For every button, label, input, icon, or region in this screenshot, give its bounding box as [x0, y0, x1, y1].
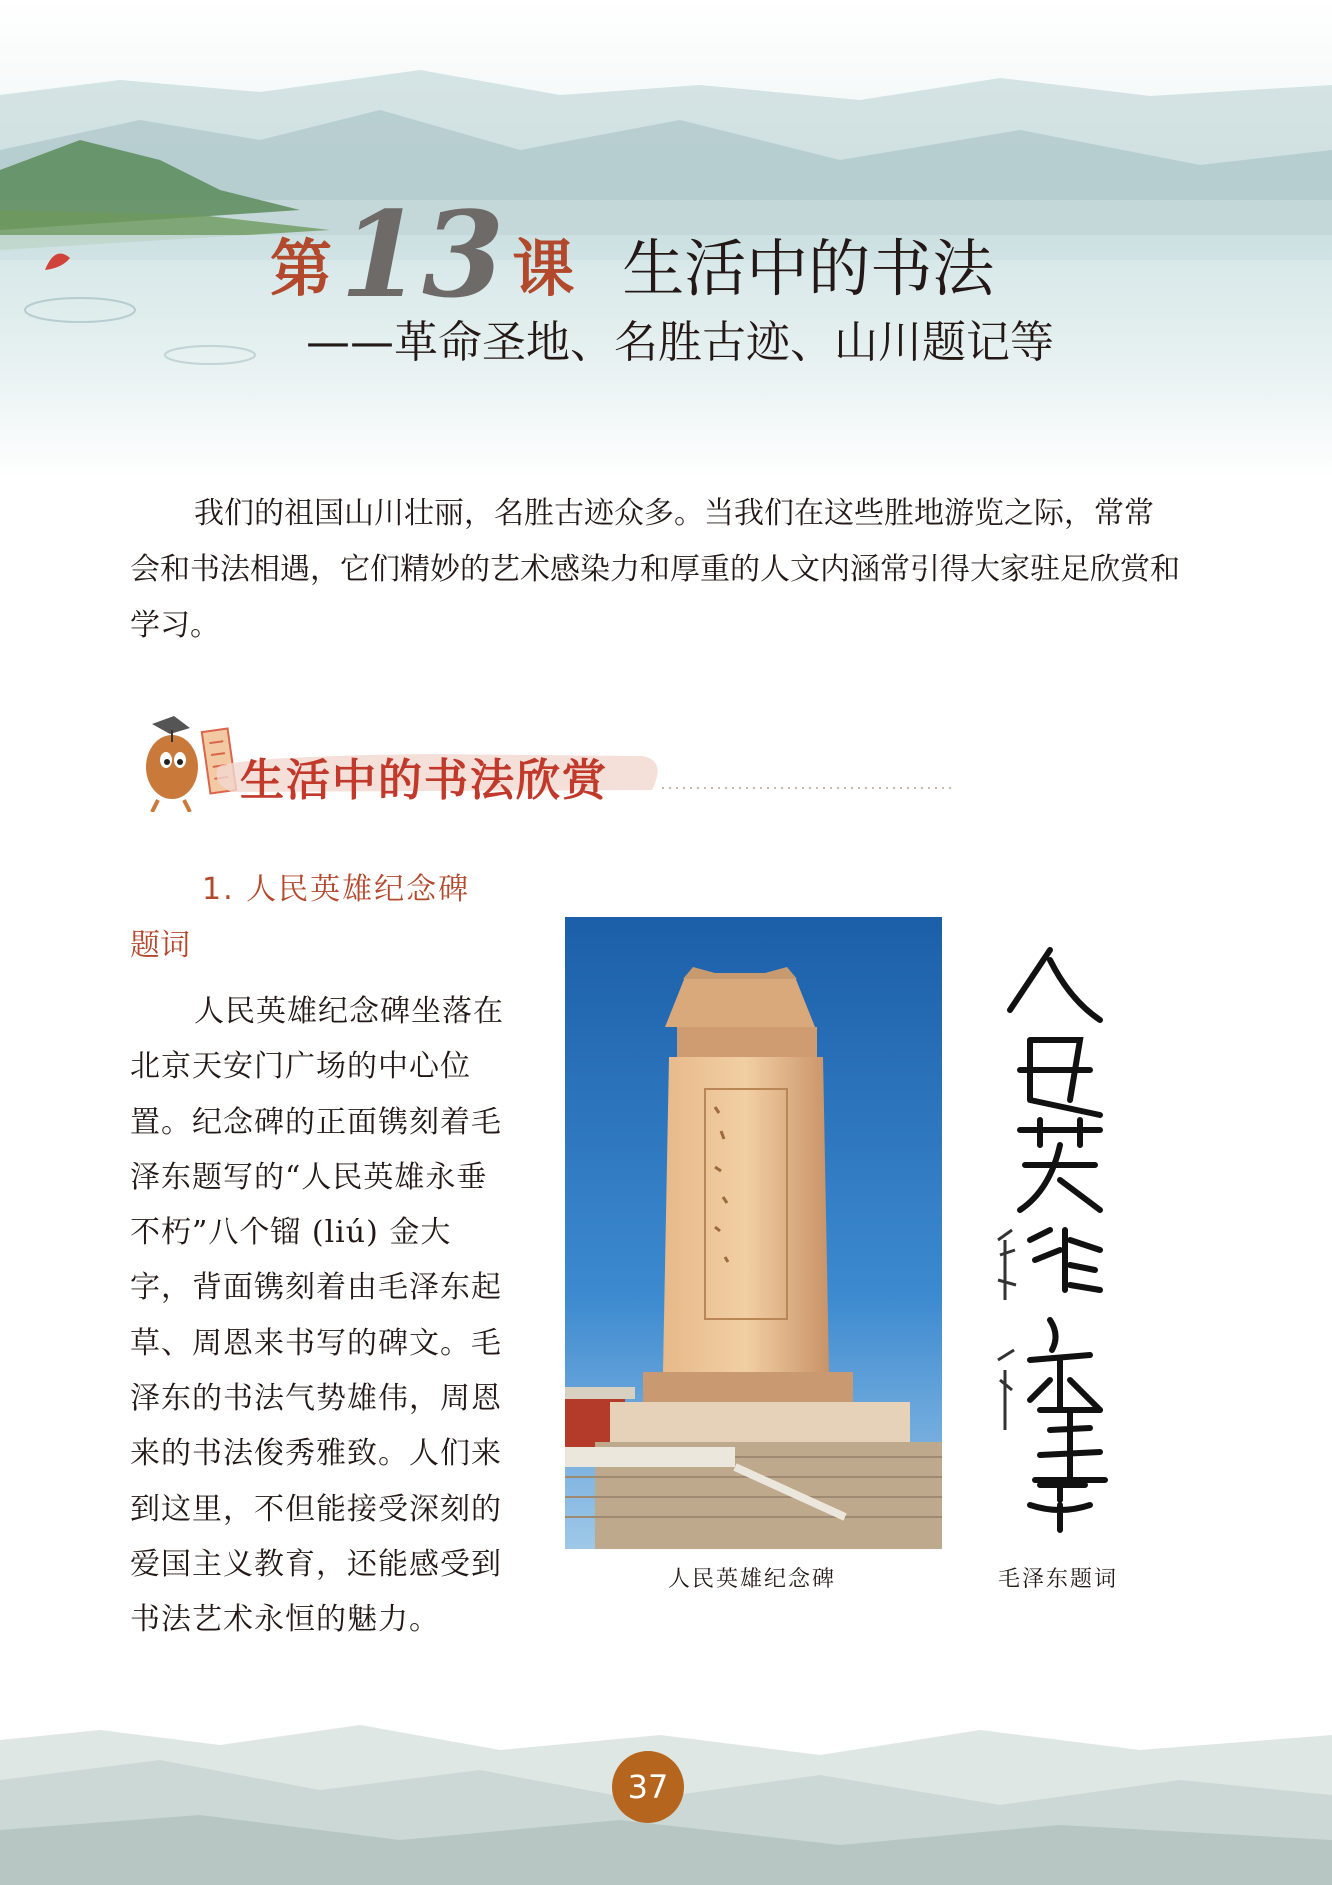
item-heading-line2: 题词: [130, 928, 190, 963]
item-body: [130, 984, 506, 1648]
signature-mark: [998, 1230, 1016, 1430]
item-body-text: 人民英雄纪念碑坐落在北京天安门广场的中心位置。纪念碑的正面镌刻着毛泽东题写的“人民英雄永垂不朽”八个镏 (liú) 金大字，背面镌刻着由毛泽东起草、周恩来书写的碑文。毛泽东的书法气势雄伟，周恩来的书法俊秀雅致。人们来到这里，不但能接受深刻的爱国主义教育，还能感受到书法艺术永恒的魅力。: [130, 994, 504, 1638]
lesson-number: 13: [340, 185, 505, 324]
item-heading: [130, 862, 520, 974]
section-title: 生活中的书法欣赏: [240, 755, 608, 806]
lesson-title: [270, 185, 994, 324]
page-number: 37: [612, 1751, 684, 1823]
calligraphy-caption: 毛泽东题词: [998, 1567, 1119, 1592]
intro-text: 我们的祖国山川壮丽，名胜古迹众多。当我们在这些胜地游览之际，常常会和书法相遇，它们精妙的艺术感染力和厚重的人文内涵常引得大家驻足欣赏和学习。: [130, 496, 1180, 643]
mascot-icon: [146, 716, 198, 812]
lesson-suffix: 课: [512, 232, 575, 305]
calligraphy-inscription-image: [990, 940, 1130, 1540]
lesson-prefix: 第: [270, 232, 333, 305]
lesson-subtitle: ——革命圣地、名胜古迹、山川题记等: [306, 317, 1054, 368]
intro-paragraph: [130, 486, 1180, 654]
monument-caption: 人民英雄纪念碑: [668, 1567, 837, 1592]
lesson-main-title: 生活中的书法: [622, 232, 995, 305]
item-heading-line1: 1. 人民英雄纪念碑: [202, 872, 471, 907]
monument-photo: [565, 917, 942, 1549]
